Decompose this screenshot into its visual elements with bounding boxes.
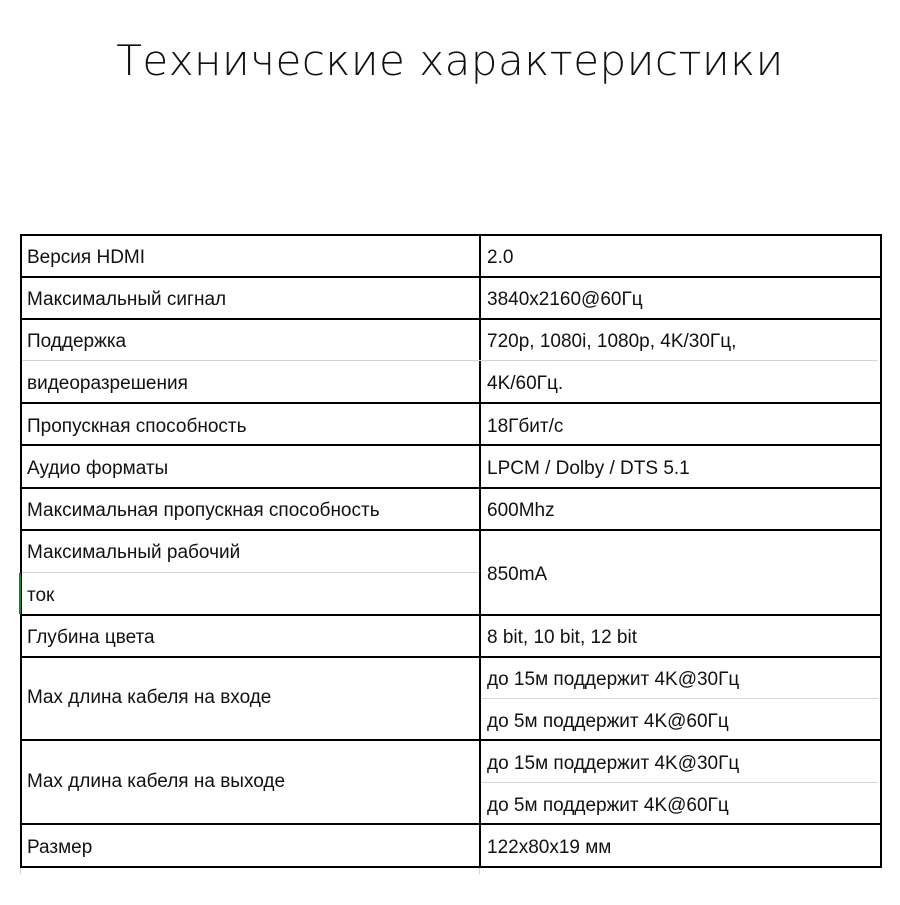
page-title: Технические характеристики [116,36,784,85]
spec-value: 18Гбит/с [487,416,564,437]
spec-value: до 15м поддержит 4K@30Гц [487,669,740,690]
spec-label: Максимальный рабочий [27,542,241,563]
spec-label: Max длина кабеля на выходе [27,771,286,792]
gridline [481,698,878,699]
gridline [479,868,480,874]
row-divider [20,739,880,741]
gridline [20,868,21,874]
spec-value: до 5м поддержит 4K@60Гц [487,711,729,732]
spec-value: 4K/60Гц. [487,373,564,394]
spec-value: 122x80x19 мм [487,837,612,858]
row-divider [20,529,880,531]
spec-label: Поддержка [27,331,127,352]
gridline [22,572,479,573]
spec-value: 3840x2160@60Гц [487,289,643,310]
spec-value: 600Mhz [487,500,555,521]
spec-label: Пропускная способность [27,416,247,437]
spec-label: Глубина цвета [27,627,155,648]
spec-table [20,234,880,870]
row-divider [20,276,880,278]
spec-label: Аудио форматы [27,458,169,479]
spec-value: 720p, 1080i, 1080p, 4K/30Гц, [487,331,737,352]
row-divider [20,823,880,825]
row-divider [20,402,880,404]
spec-value: до 15м поддержит 4K@30Гц [487,753,740,774]
row-divider [20,656,880,658]
gridline [22,360,878,361]
spec-value: 8 bit, 10 bit, 12 bit [487,627,637,648]
spec-label: видеоразрешения [27,373,188,394]
spec-label: Максимальный сигнал [27,289,227,310]
column-divider [479,234,481,866]
row-divider [20,318,880,320]
spec-value: LPCM / Dolby / DTS 5.1 [487,458,690,479]
spec-label: Max длина кабеля на входе [27,687,272,708]
spec-value: 850mA [487,564,548,585]
row-divider [20,487,880,489]
spec-value: 2.0 [487,247,514,268]
gridline [481,782,878,783]
spec-label: Версия HDMI [27,247,146,268]
spec-label: Размер [27,837,93,858]
active-cell-marker [19,573,21,614]
spec-value: до 5м поддержит 4K@60Гц [487,795,729,816]
spec-label: ток [27,585,55,606]
row-divider [20,614,880,616]
spec-label: Максимальная пропускная способность [27,500,380,521]
row-divider [20,444,880,446]
